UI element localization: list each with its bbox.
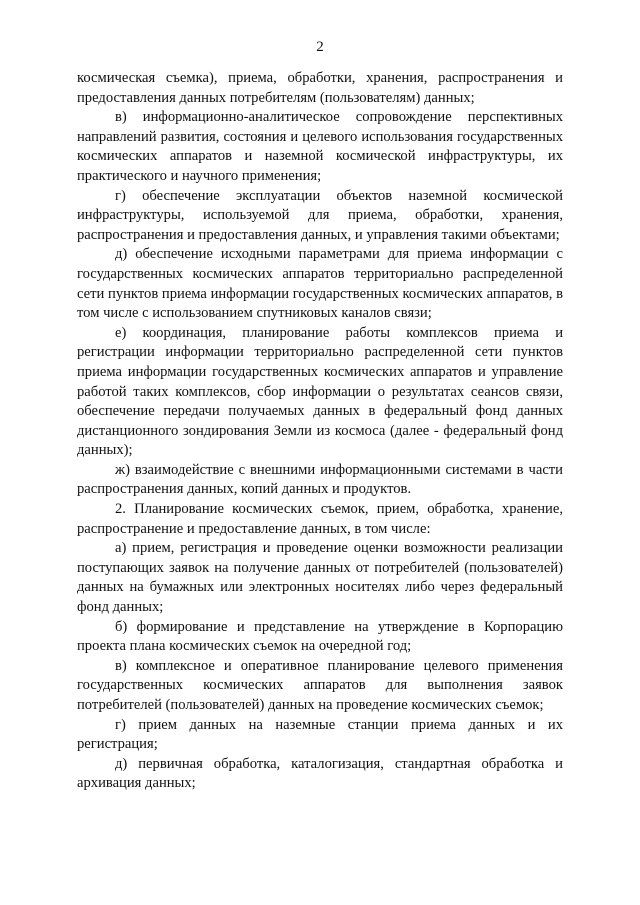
paragraph-item-v2: в) комплексное и оперативное планирование целевого применения государственных космических аппаратов для выполнения заявок потребителей (пользователей) данных на проведение космических съемок; bbox=[77, 657, 563, 713]
paragraph-item-e: е) координация, планирование работы комплексов приема и регистрации информации территориально распределенной сети пунктов приема информации государственных космических аппаратов и управление работой таких комплексов, сбор информации о результатах сеансов связи, обеспечение передачи получаемых данных в федеральный фонд данных дистанционного зондирования Земли из космоса (далее - федеральный фонд данных); bbox=[77, 324, 563, 459]
paragraph-item-a: а) прием, регистрация и проведение оценки возможности реализации поступающих заявок на получение данных от потребителей (пользователей) данных на бумажных или электронных носителях либо через федеральный фонд данных; bbox=[77, 540, 563, 616]
paragraph-item-d2: д) первичная обработка, каталогизация, стандартная обработка и архивация данных; bbox=[77, 755, 563, 792]
page-number: 2 bbox=[316, 39, 324, 55]
paragraph-continuation: космическая съемка), приема, обработки, хранения, распространения и предоставления данных потребителям (пользователям) данных; bbox=[77, 70, 563, 106]
paragraph-item-v: в) информационно-аналитическое сопровождение перспективных направлений развития, состояния и целевого использования государственных космических аппаратов и наземной космической инфраструктуры, их практического и научного применения; bbox=[77, 109, 563, 184]
document-body bbox=[77, 69, 563, 794]
paragraph-item-zh: ж) взаимодействие с внешними информационными системами в части распространения данных, копий данных и продуктов. bbox=[77, 461, 563, 498]
paragraph-item-b: б) формирование и представление на утверждение в Корпорацию проекта плана космических съемок на очередной год; bbox=[77, 618, 563, 655]
paragraph-item-g2: г) прием данных на наземные станции приема данных и их регистрация; bbox=[77, 716, 563, 753]
paragraph-section-2: 2. Планирование космических съемок, прием, обработка, хранение, распространение и предоставление данных, в том числе: bbox=[77, 501, 563, 537]
paragraph-item-d: д) обеспечение исходными параметрами для приема информации с государственных космических аппаратов территориально распределенной сети пунктов приема информации государственных космических аппаратов, в том числе с использованием спутниковых каналов связи; bbox=[77, 246, 563, 322]
paragraph-item-g: г) обеспечение эксплуатации объектов наземной космической инфраструктуры, используемой для приема, обработки, хранения, распространения и предоставления данных, и управления такими объектами; bbox=[77, 187, 563, 243]
